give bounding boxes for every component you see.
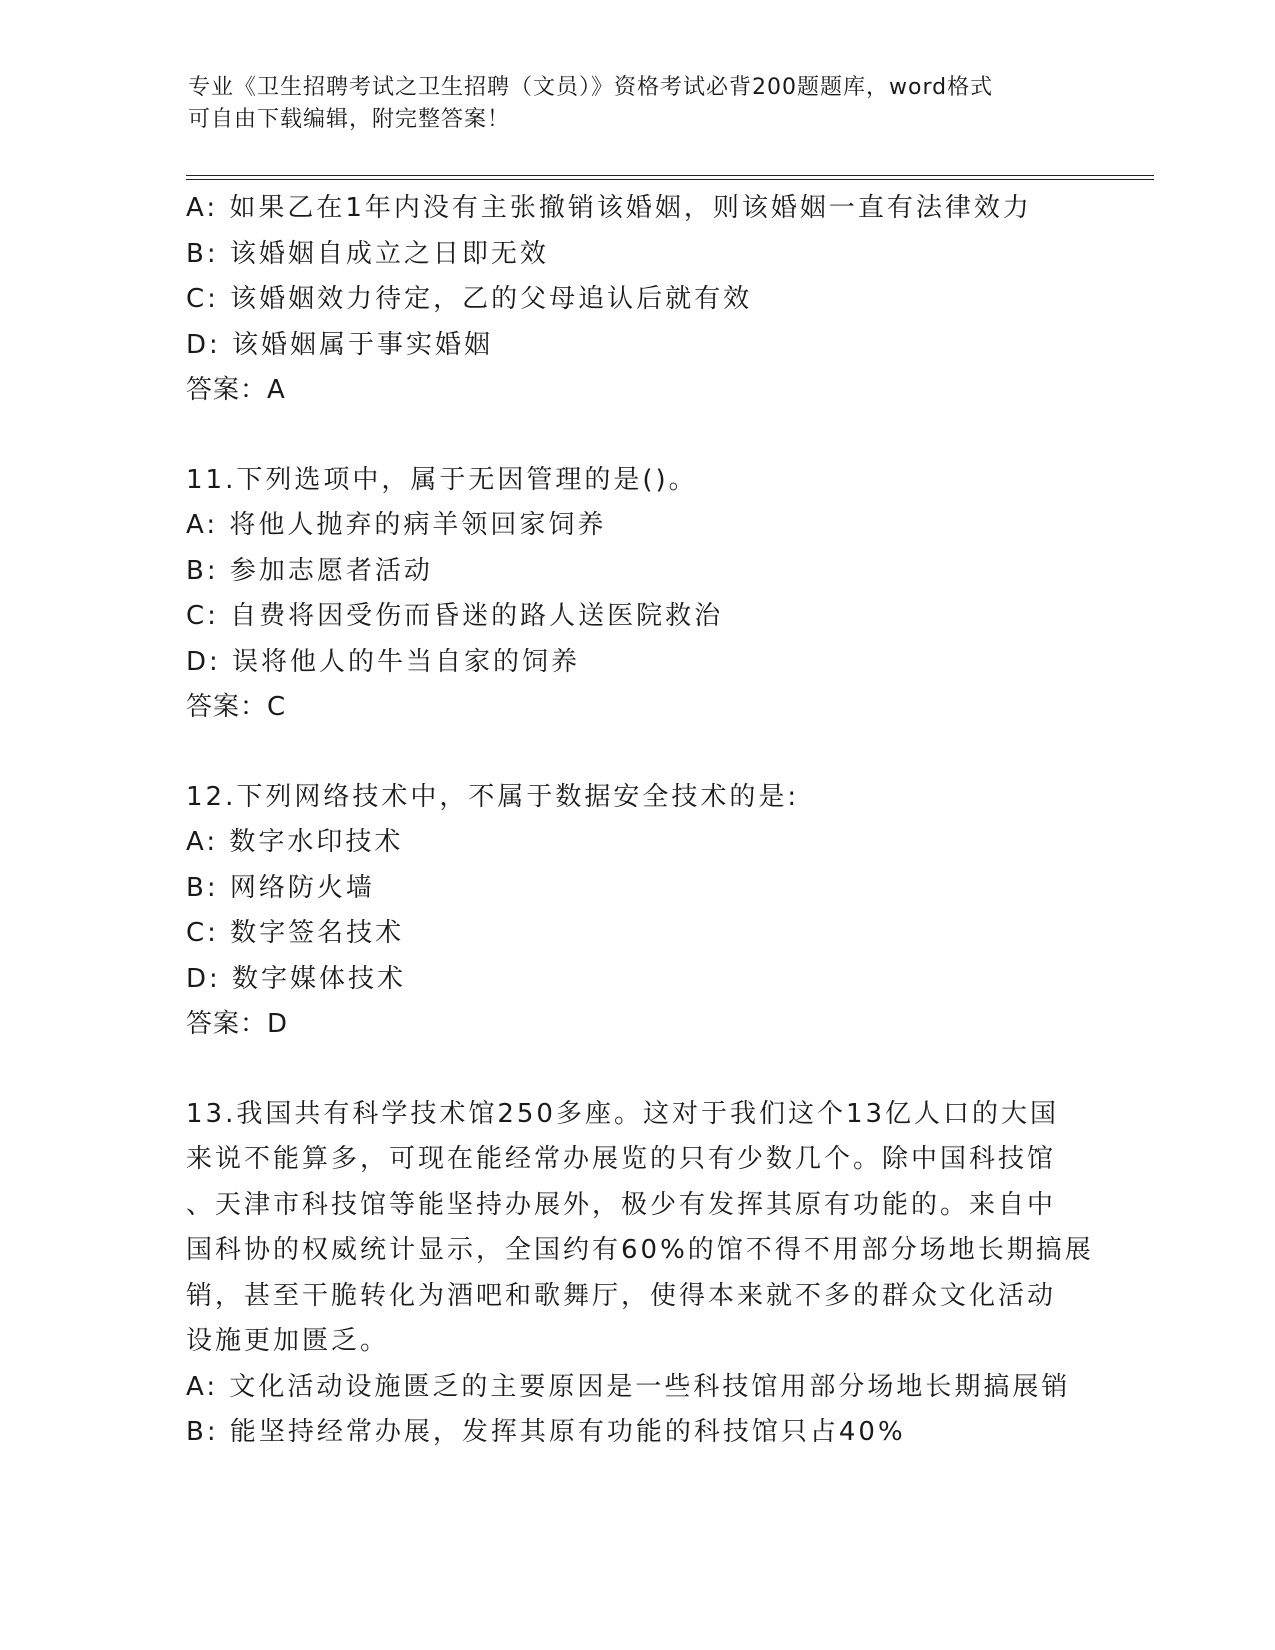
q12-option-b: B: 网络防火墙 [186, 872, 375, 903]
header-title-line-1: 专业《卫生招聘考试之卫生招聘（文员）》资格考试必背200题题库，word格式 [188, 75, 994, 100]
document-header [188, 72, 1068, 136]
q10-option-c: C: 该婚姻效力待定，乙的父母追认后就有效 [186, 284, 753, 314]
question-12 [186, 775, 1086, 1048]
spacer [186, 731, 1086, 775]
question-13 [186, 1092, 1094, 1456]
q11-answer: 答案：C [186, 692, 287, 722]
header-title-line-2: 可自由下载编辑，附完整答案！ [188, 107, 511, 132]
q12-answer: 答案：D [186, 1009, 289, 1039]
q10-option-b: B: 该婚姻自成立之日即无效 [186, 238, 549, 269]
q10-option-d: D: 该婚姻属于事实婚姻 [186, 329, 494, 360]
q12-option-d: D: 数字媒体技术 [186, 963, 407, 994]
q13-stem-line-3: 、天津市科技馆等能坚持办展外，极少有发挥其原有功能的。来自中 [186, 1189, 1057, 1220]
q11-option-a: A: 将他人抛弃的病羊领回家饲养 [186, 510, 607, 540]
q12-option-c: C: 数字签名技术 [186, 918, 405, 948]
q12-option-a: A: 数字水印技术 [186, 827, 404, 857]
question-11 [186, 458, 1086, 731]
q13-stem [186, 1092, 1094, 1365]
q10-option-a: A: 如果乙在1年内没有主张撤销该婚姻，则该婚姻一直有法律效力 [186, 193, 1032, 223]
q13-stem-line-5: 销，甚至干脆转化为酒吧和歌舞厅，使得本来就不多的群众文化活动 [186, 1280, 1057, 1311]
q13-option-b: B: 能坚持经常办展，发挥其原有功能的科技馆只占40% [186, 1417, 906, 1447]
q12-stem: 12.下列网络技术中，不属于数据安全技术的是: [186, 781, 800, 812]
document-body [186, 186, 1094, 1456]
q13-option-a: A: 文化活动设施匮乏的主要原因是一些科技馆用部分场地长期搞展销 [186, 1371, 1071, 1402]
q13-stem-line-2: 来说不能算多，可现在能经常办展览的只有少数几个。除中国科技馆 [186, 1144, 1057, 1174]
q11-option-d: D: 误将他人的牛当自家的饲养 [186, 646, 581, 677]
q13-stem-line-4: 国科协的权威统计显示，全国约有60%的馆不得不用部分场地长期搞展 [186, 1235, 1094, 1265]
header-divider [186, 175, 1154, 180]
q13-stem-line-6: 设施更加匮乏。 [186, 1326, 390, 1356]
q11-option-c: C: 自费将因受伤而昏迷的路人送医院救治 [186, 601, 724, 631]
question-10 [186, 186, 1086, 414]
q13-stem-line-1: 13.我国共有科学技术馆250多座。这对于我们这个13亿人口的大国 [186, 1098, 1060, 1129]
q11-option-b: B: 参加志愿者活动 [186, 555, 433, 586]
q11-stem: 11.下列选项中，属于无因管理的是()。 [186, 464, 698, 495]
spacer [186, 414, 1086, 458]
q10-answer: 答案：A [186, 375, 286, 405]
spacer [186, 1048, 1086, 1092]
